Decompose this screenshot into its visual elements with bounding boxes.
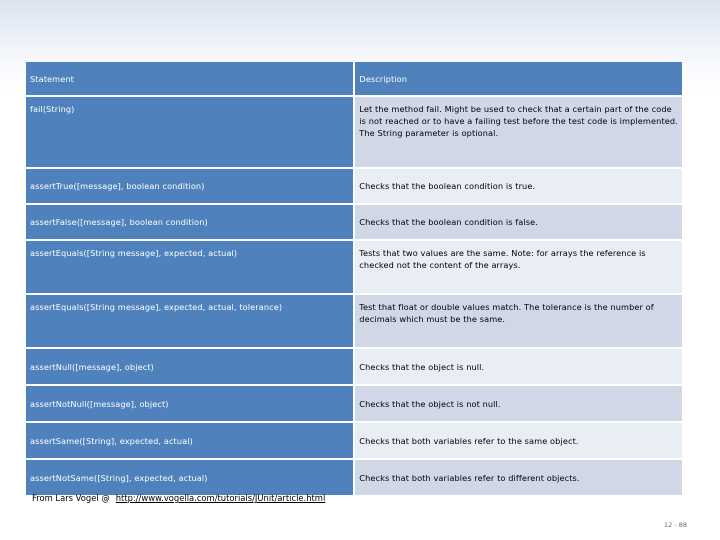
statement-cell: assertNotSame([String], expected, actual) xyxy=(26,460,353,495)
description-cell: Checks that both variables refer to the same object. xyxy=(355,423,682,458)
table-row xyxy=(26,169,682,203)
description-cell: Checks that the object is not null. xyxy=(355,386,682,421)
table-row xyxy=(26,97,682,167)
header-description: Description xyxy=(355,62,682,95)
header-statement: Statement xyxy=(26,62,353,95)
table-row xyxy=(26,423,682,458)
credit-text: From Lars Vogel @ xyxy=(32,493,110,503)
source-credit xyxy=(32,493,325,503)
statement-cell: assertFalse([message], boolean condition) xyxy=(26,205,353,239)
statement-cell: assertNull([message], object) xyxy=(26,349,353,384)
page-number: 12 - 88 xyxy=(663,521,687,529)
description-cell: Checks that the boolean condition is true. xyxy=(355,169,682,203)
statement-cell: fail(String) xyxy=(26,97,353,167)
table-row xyxy=(26,241,682,293)
statement-cell: assertEquals([String message], expected, actual, tolerance) xyxy=(26,295,353,347)
description-cell: Checks that the boolean condition is false. xyxy=(355,205,682,239)
description-cell: Tests that two values are the same. Note: for arrays the reference is checked not the content of the arrays. xyxy=(355,241,682,293)
table-row xyxy=(26,205,682,239)
table-row xyxy=(26,349,682,384)
statement-cell: assertTrue([message], boolean condition) xyxy=(26,169,353,203)
table-row xyxy=(26,460,682,495)
description-cell: Checks that both variables refer to different objects. xyxy=(355,460,682,495)
statement-cell: assertNotNull([message], object) xyxy=(26,386,353,421)
source-link[interactable]: http://www.vogella.com/tutorials/JUnit/article.html xyxy=(115,493,326,503)
description-cell: Checks that the object is null. xyxy=(355,349,682,384)
description-cell: Let the method fail. Might be used to check that a certain part of the code is not reached or to have a failing test before the test code is implemented. The String parameter is optional. xyxy=(355,97,682,167)
table-row xyxy=(26,295,682,347)
statements-table xyxy=(24,60,684,497)
description-cell: Test that float or double values match. The tolerance is the number of decimals which must be the same. xyxy=(355,295,682,347)
table-header-row xyxy=(26,62,682,95)
statement-cell: assertSame([String], expected, actual) xyxy=(26,423,353,458)
statement-cell: assertEquals([String message], expected, actual) xyxy=(26,241,353,293)
table-row xyxy=(26,386,682,421)
